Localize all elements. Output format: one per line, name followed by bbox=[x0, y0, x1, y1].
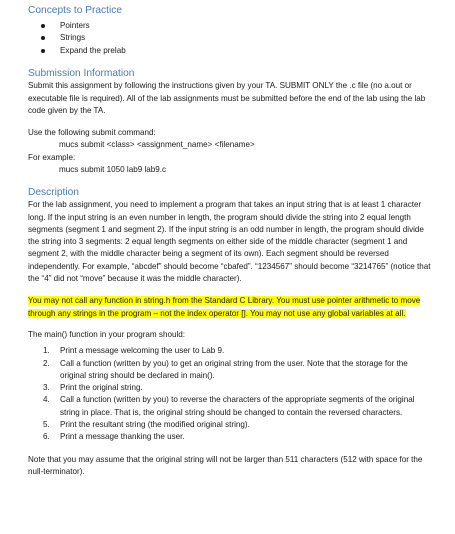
steps-list bbox=[28, 345, 435, 443]
concepts-list bbox=[28, 20, 435, 57]
description-heading: Description bbox=[28, 187, 79, 199]
submit-command: mucs submit <class> <assignment_name> <filename> bbox=[59, 140, 255, 150]
note-paragraph: Note that you may assume that the original string will not be larger than 511 characters (512 with space for the null-terminator). bbox=[28, 454, 423, 476]
example-command: mucs submit 1050 lab9 lab9.c bbox=[59, 165, 167, 174]
description-paragraph: For the lab assignment, you need to implement a program that takes an input string that is at least 1 character long. If the input string is an even number in length, the program should divide the string into 2 equal length segments (segment 1 and segment 2). If the input string is an odd number in length, the program should divide the string into 3 segments: 2 equal length segments on either side of the middle character (segment 1 and segment 2, with the middle character being a segment of its own). Each segment should be reversed independently. For example, “abcdef” should become “cbafed”. “1234567” should become “3214765” (notice that the “4” did not “move” because it was the middle character). bbox=[28, 200, 431, 284]
highlighted-restrictions: You may not call any function in string.h from the Standard C Library. You must use pointer arithmetic to move through any strings in the program – not the index operator []. You may not use any global variables at all. bbox=[28, 296, 421, 318]
list-item: Expand the prelab bbox=[28, 45, 435, 57]
list-item: 1. Print a message welcoming the user to Lab 9. bbox=[43, 346, 225, 356]
example-label: For example: bbox=[28, 152, 76, 162]
list-item: Strings bbox=[28, 32, 435, 44]
restrictions-paragraph bbox=[28, 295, 435, 320]
list-item: 4. Call a function (written by you) to reverse the characters of the appropriate segments of the original string in place. That is, the original string should be changed to contain the reversed characters. bbox=[43, 395, 415, 417]
main-intro: The main() function in your program should: bbox=[28, 329, 186, 339]
list-item: 6. Print a message thanking the user. bbox=[43, 432, 185, 442]
submission-paragraph: Submit this assignment by following the instructions given by your TA. SUBMIT ONLY the .c file (no a.out or executable file is required). All of the lab assignments must be submitted before the end of the lab using the lab code given by the TA. bbox=[28, 81, 426, 115]
submission-heading: Submission Information bbox=[28, 68, 135, 80]
list-item: 2. Call a function (written by you) to get an original string from the user. Note that the storage for the original string should be declared in main(). bbox=[43, 358, 408, 380]
concepts-heading: Concepts to Practice bbox=[28, 5, 122, 16]
submit-command-label: Use the following submit command: bbox=[28, 128, 156, 138]
list-item: 3. Print the original string. bbox=[43, 383, 143, 393]
list-item: 5. Print the resultant string (the modified original string). bbox=[43, 420, 250, 430]
list-item: Pointers bbox=[28, 20, 435, 32]
